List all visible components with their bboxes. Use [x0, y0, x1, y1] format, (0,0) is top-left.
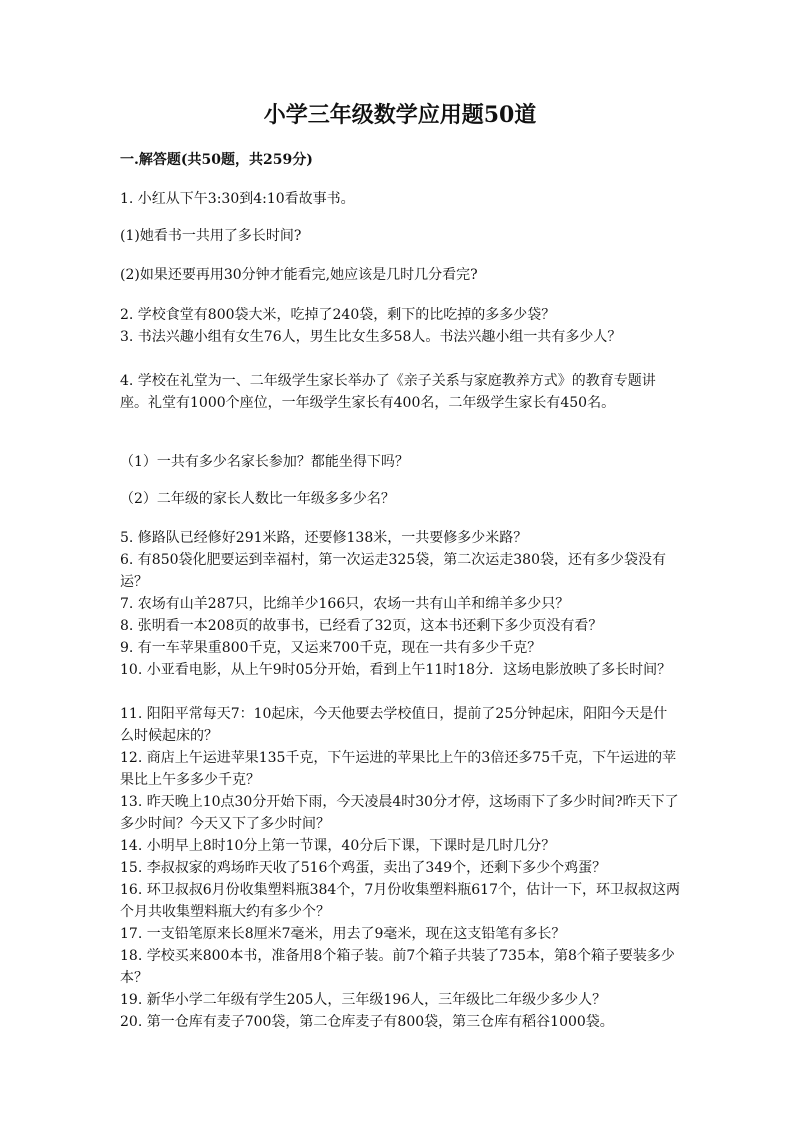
- question-2: 2. 学校食堂有800袋大米，吃掉了240袋，剩下的比吃掉的多多少袋？: [120, 307, 556, 323]
- question-19: 19. 新华小学二年级有学生205人，三年级196人，三年级比二年级少多少人？: [120, 992, 607, 1008]
- question-13: 13. 昨天晚上10点30分开始下雨，今天凌晨4时30分才停，这场雨下了多少时间?昨天下了多少时间？今天又下了多少时间？: [120, 794, 679, 832]
- question-16: 16. 环卫叔叔6月份收集塑料瓶384个，7月份收集塑料瓶617个，估计一下，环卫叔叔这两个月共收集塑料瓶大约有多少个？: [120, 882, 680, 920]
- question-11: 11. 阳阳平常每天7：10起床，今天他要去学校值日，提前了25分钟起床，阳阳今天是什么时候起床的？: [120, 706, 668, 744]
- question-18: 18. 学校买来800本书，准备用8个箱子装。前7个箱子共装了735本，第8个箱子要装多少本？: [120, 948, 675, 986]
- question-15: 15. 李叔叔家的鸡场昨天收了516个鸡蛋，卖出了349个，还剩下多少个鸡蛋？: [120, 860, 607, 876]
- question-17: 17. 一支铅笔原来长8厘米7毫米，用去了9毫米，现在这支铅笔有多长？: [120, 926, 566, 942]
- question-8: 8. 张明看一本208页的故事书，已经看了32页，这本书还剩下多少页没有看？: [120, 618, 603, 634]
- question-10: 10. 小亚看电影，从上午9时05分开始，看到上午11时18分．这场电影放映了多长时间？: [120, 662, 672, 678]
- question-3: 3. 书法兴趣小组有女生76人，男生比女生多58人。书法兴趣小组一共有多少人？: [120, 329, 622, 345]
- question-5: 5. 修路队已经修好291米路，还要修138米，一共要修多少米路？: [120, 530, 528, 546]
- section-heading: 一.解答题(共50题，共259分): [120, 152, 313, 168]
- question-1-part-1: (1)她看书一共用了多长时间?: [120, 228, 302, 244]
- question-9: 9. 有一车苹果重800千克，又运来700千克，现在一共有多少千克？: [120, 640, 542, 656]
- question-14: 14. 小明早上8时10分上第一节课，40分后下课，下课时是几时几分？: [120, 838, 556, 854]
- question-4: 4. 学校在礼堂为一、二年级学生家长举办了《亲子关系与家庭教养方式》的教育专题讲座。礼堂有1000个座位，一年级学生家长有400名，二年级学生家长有450名。: [120, 373, 656, 411]
- question-12: 12. 商店上午运进苹果135千克，下午运进的苹果比上午的3倍还多75千克，下午运进的苹果比上午多多少千克？: [120, 750, 677, 788]
- question-6: 6. 有850袋化肥要运到幸福村，第一次运走325袋，第二次运走380袋，还有多少袋没有运？: [120, 552, 666, 590]
- document-title: 小学三年级数学应用题50道: [263, 102, 537, 128]
- question-1-part-2: (2)如果还要再用30分钟才能看完,她应该是几时几分看完?: [120, 267, 478, 283]
- question-4-part-2: （2）二年级的家长人数比一年级多多少名？: [120, 491, 395, 507]
- question-7: 7. 农场有山羊287只，比绵羊少166只，农场一共有山羊和绵羊多少只？: [120, 596, 570, 612]
- question-20: 20. 第一仓库有麦子700袋，第二仓库麦子有800袋，第三仓库有稻谷1000袋。: [120, 1014, 614, 1030]
- question-1: 1. 小红从下午3:30到4:10看故事书。: [120, 191, 355, 207]
- question-4-part-1: （1）一共有多少名家长参加？都能坐得下吗？: [120, 454, 409, 470]
